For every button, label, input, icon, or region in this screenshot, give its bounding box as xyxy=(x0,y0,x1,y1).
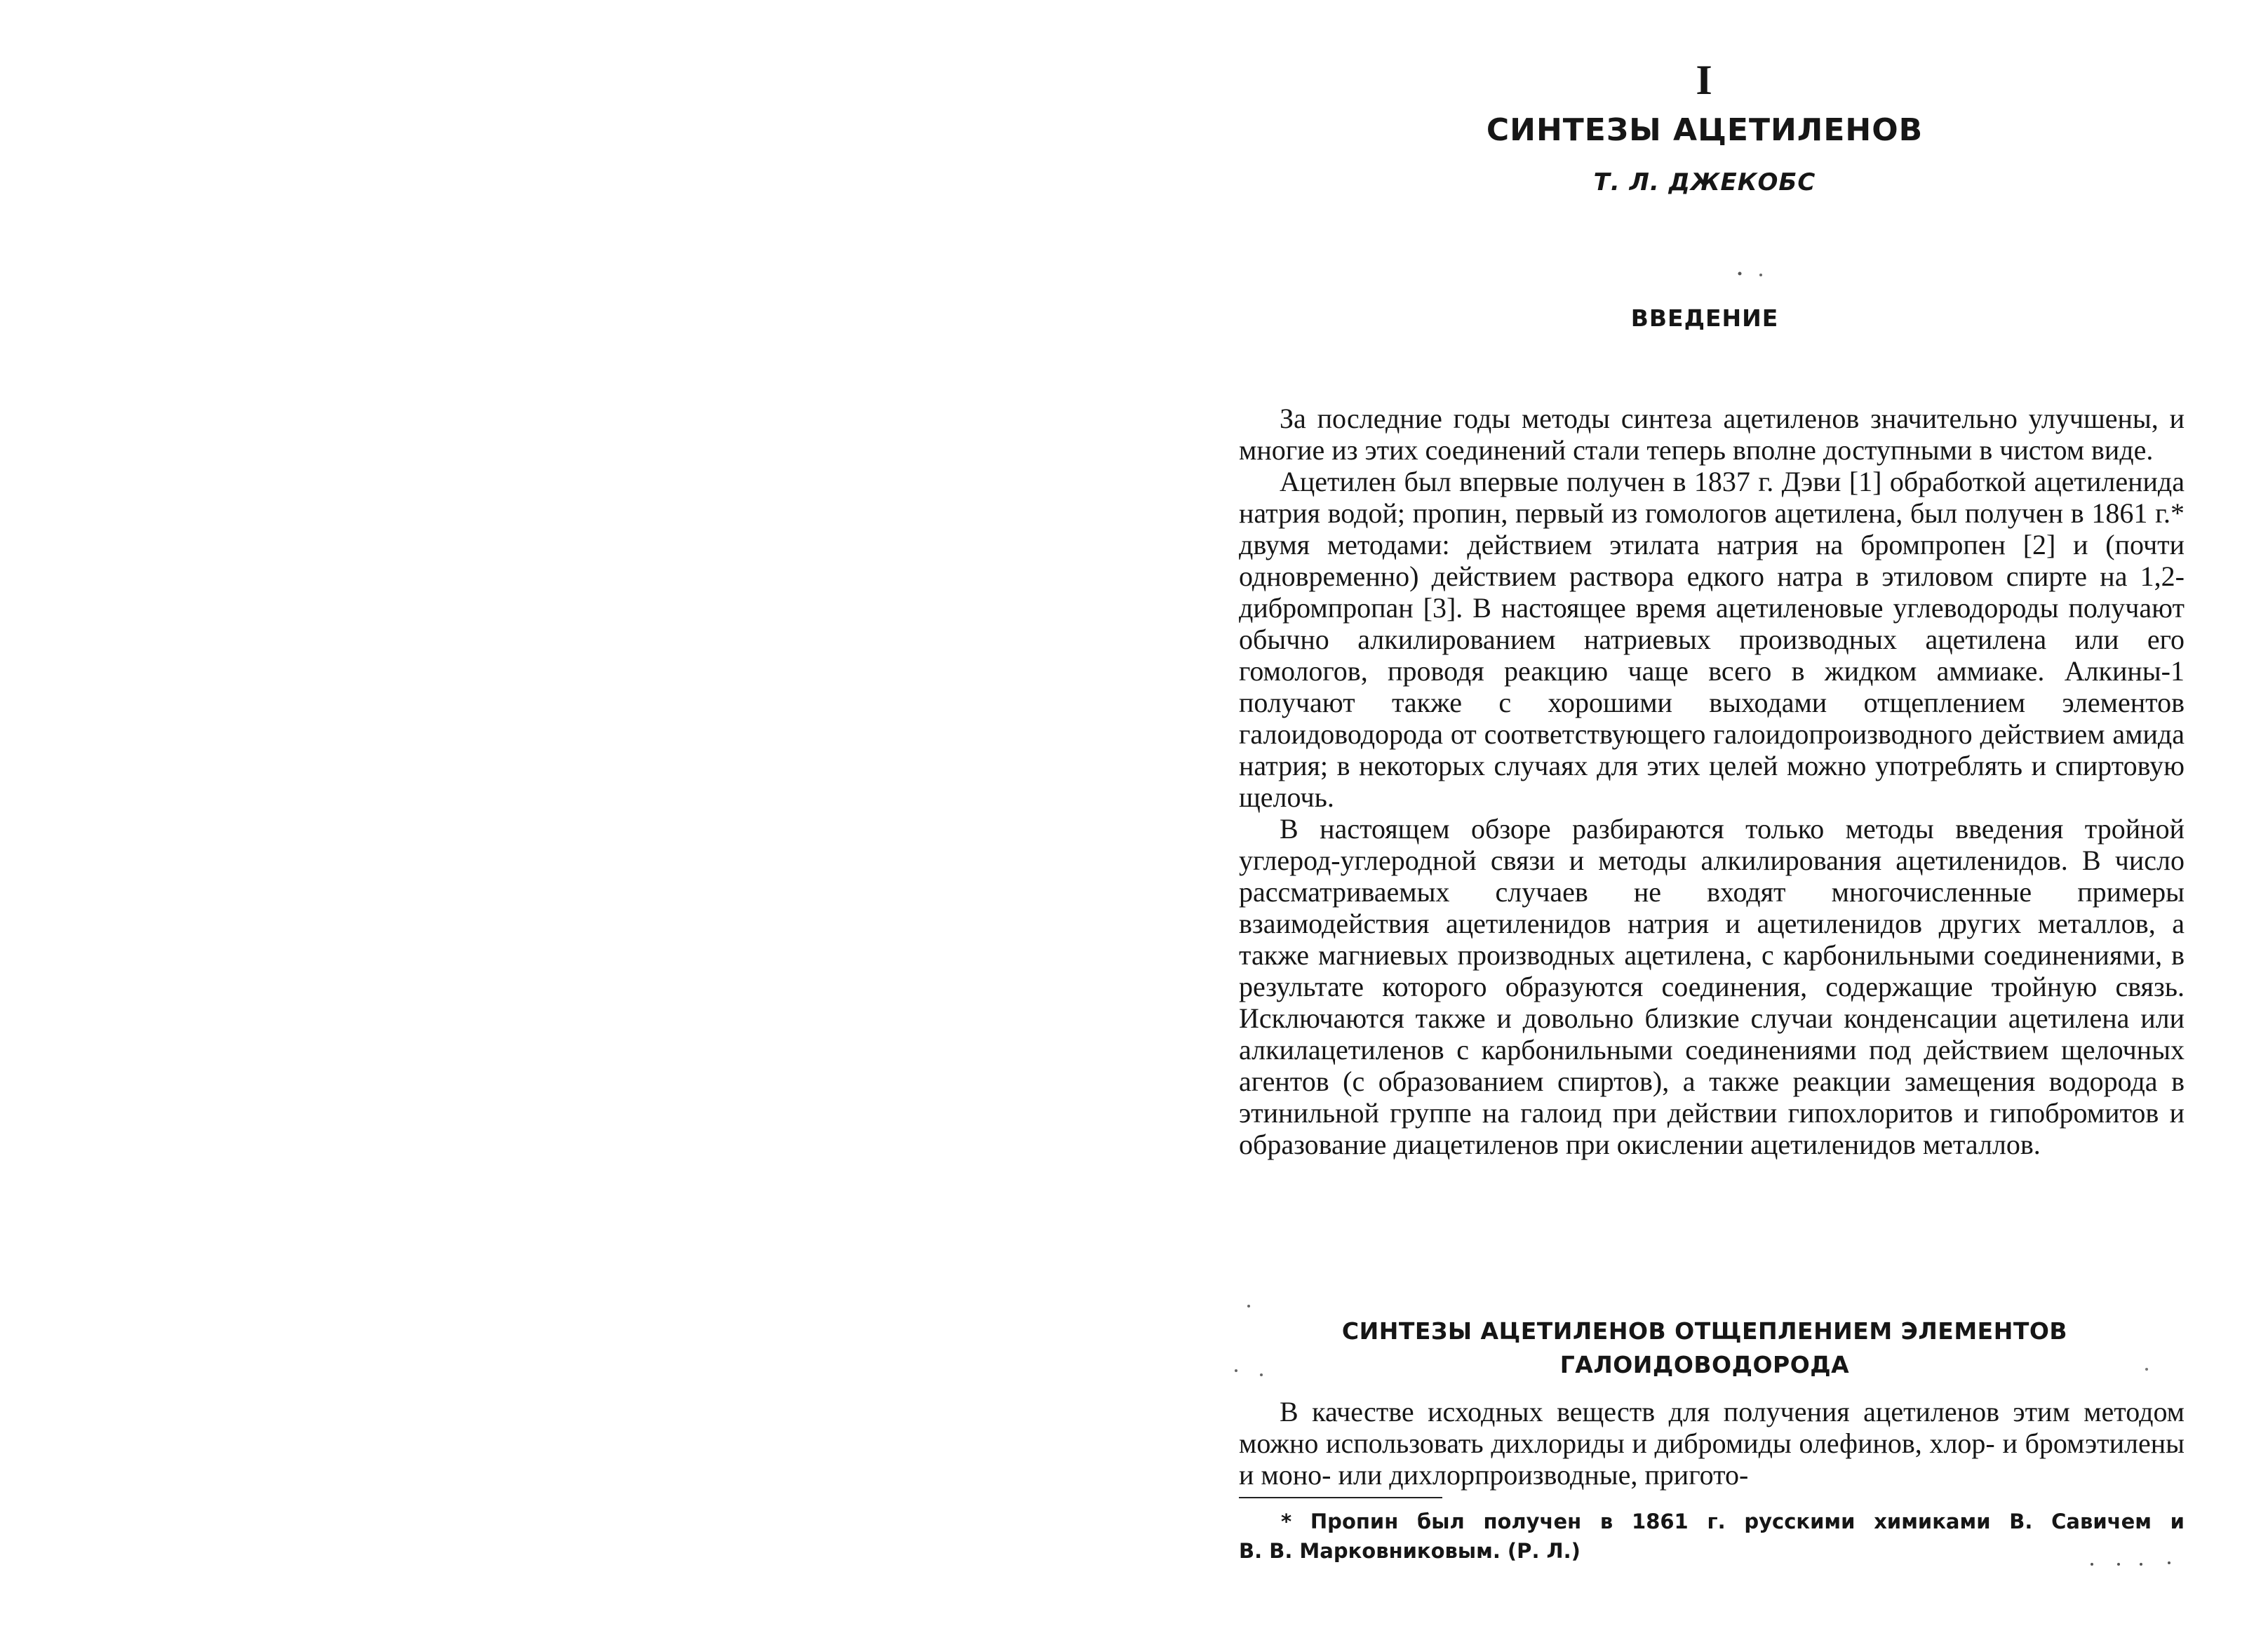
chapter-number: I xyxy=(1696,57,1714,103)
section-heading-line-1: СИНТЕЗЫ АЦЕТИЛЕНОВ ОТЩЕПЛЕНИЕМ ЭЛЕМЕНТОВ xyxy=(1341,1317,2068,1345)
intro-text xyxy=(1239,403,2185,1160)
footnote-line-1 xyxy=(1239,1507,2185,1536)
footnote-line-2: В. В. Марковниковым. (Р. Л.) xyxy=(1239,1539,1581,1563)
footnote-rule xyxy=(1239,1497,1442,1498)
section-heading-elimination xyxy=(1207,1315,2203,1382)
footnote-line-1-text: * Пропин был получен в 1861 г. русскими химиками В. Савичем и xyxy=(1281,1510,2185,1533)
right-page xyxy=(1207,0,2203,1633)
intro-paragraph-1: За последние годы методы синтеза ацетиленов значительно улучшены, и многие из этих соединений стали теперь вполне доступными в чистом виде. xyxy=(1239,403,2185,466)
intro-paragraph-2: Ацетилен был впервые получен в 1837 г. Дэви [1] обработкой ацетиленида натрия водой; пропин, первый из гомологов ацетилена, был получен в 1861 г.* двумя методами: действием этилата натрия на бромпропен [2] и (почти одновременно) действием раствора едкого натра в этиловом спирте на 1,2-дибромпропан [3]. В настоящее время ацетиленовые углеводороды получают обычно алкилированием натриевых производных ацетилена или его гомологов, проводя реакцию чаще всего в жидком аммиаке. Алкины-1 получают также с хорошими выходами отщеплением элементов галоидоводорода от соответствующего галоидопроизводного действием амида натрия; в некоторых случаях для этих целей можно употреблять и спиртовую щелочь. xyxy=(1239,466,2185,813)
footnote xyxy=(1239,1507,2185,1566)
chapter-title: СИНТЕЗЫ АЦЕТИЛЕНОВ xyxy=(1486,112,1924,148)
chapter-author: Т. Л. ДЖЕКОБС xyxy=(1593,168,1816,196)
section-2-text xyxy=(1239,1396,2185,1491)
section-heading-line-2: ГАЛОИДОВОДОРОДА xyxy=(1559,1351,1850,1378)
intro-paragraph-3: В настоящем обзоре разбираются только методы введения тройной углерод-углеродной связи и методы алкилирования ацетиленидов. В число рассматриваемых случаев не входят многочисленные примеры взаимодействия ацетиленидов натрия и ацетиленидов других металлов, а также магниевых производных ацетилена, с карбонильными соединениями, в результате которого образуются соединения, содержащие тройную связь. Исключаются также и довольно близкие случаи конденсации ацетилена или алкилацетиленов с карбонильными соединениями под действием щелочных агентов (с образованием спиртов), а также реакции замещения водорода в этинильной группе на галоид при действии гипохлоритов и гипобромитов и образование диацетиленов при окислении ацетиленидов металлов. xyxy=(1239,813,2185,1160)
section-heading-intro: ВВЕДЕНИЕ xyxy=(1630,304,1779,332)
section-2-paragraph: В качестве исходных веществ для получения ацетиленов этим методом можно использовать дихлориды и дибромиды олефинов, хлор- и бромэтилены и моно- или дихлорпроизводные, пригото- xyxy=(1239,1396,2185,1491)
